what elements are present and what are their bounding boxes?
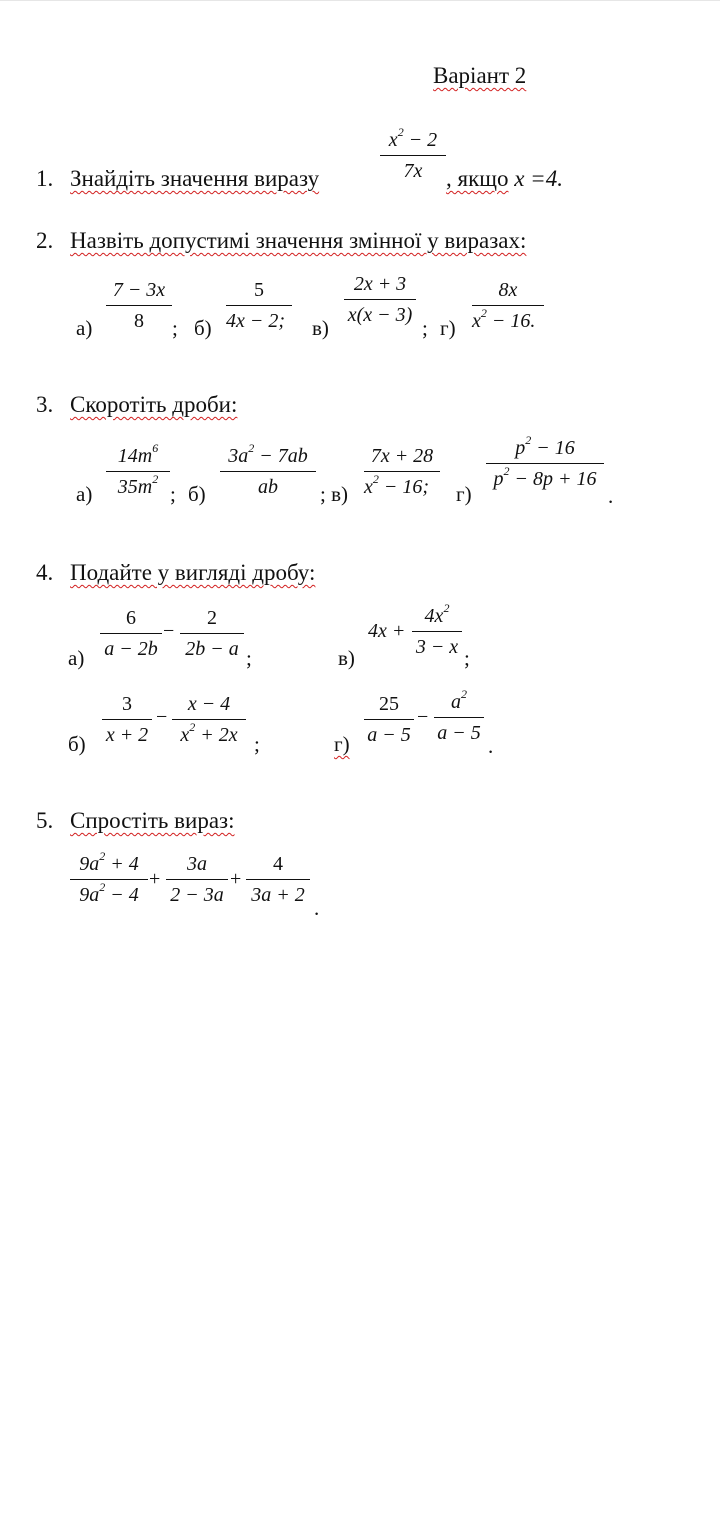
fraction: [106, 278, 172, 333]
task-prompt: [70, 228, 526, 254]
denominator: 2 − 3a: [170, 884, 224, 906]
fraction: [434, 687, 484, 745]
denominator: 4x − 2;: [226, 310, 286, 332]
numerator: 8x: [498, 279, 518, 301]
separator: ;: [170, 482, 176, 506]
separator: ;: [172, 316, 178, 340]
prompt-text: Скоротіть дроби:: [70, 392, 238, 417]
denominator: $x^2 - 16$;: [364, 472, 430, 498]
condition-word: , якщо: [446, 166, 509, 191]
task-number: 3.: [36, 392, 54, 417]
denominator: 7x: [403, 160, 423, 182]
prompt-text: Знайдіть значення виразу: [70, 166, 320, 191]
denominator: a − 2b: [104, 638, 158, 660]
fraction-bar: [434, 717, 484, 718]
denominator: $p^2 - 8p + 16$: [493, 464, 597, 490]
fraction-bar: [344, 299, 416, 300]
fraction-bar: [102, 719, 152, 720]
separator: ;: [464, 646, 470, 670]
numerator: $9a^2 + 4$: [79, 849, 139, 875]
fraction-bar: [180, 633, 244, 634]
title-text: Варіант 2: [433, 63, 527, 88]
item-label: а): [76, 316, 93, 340]
denominator: 3 − x: [415, 636, 459, 658]
item-label: а): [68, 646, 85, 670]
numerator: 3a: [187, 853, 207, 875]
fraction: [172, 692, 246, 747]
label-text: г): [334, 732, 350, 756]
fraction-bar: [226, 305, 292, 306]
top-border: [0, 0, 720, 1]
fraction: [106, 441, 170, 499]
denominator: a − 5: [367, 724, 411, 746]
operator: −: [417, 706, 429, 728]
fraction-bar: [70, 879, 148, 880]
numerator: $p^2 - 16$: [515, 433, 575, 459]
prompt-text: Подайте у вигляді дробу:: [70, 560, 316, 585]
denominator: $x^2 + 2x$: [180, 720, 238, 746]
fraction-bar: [106, 305, 172, 306]
fraction: [364, 692, 414, 747]
fraction-bar: [412, 631, 462, 632]
fraction: [70, 849, 148, 907]
numerator: $14m^6$: [117, 441, 159, 467]
numerator: 4: [273, 853, 283, 875]
denominator: 8: [134, 310, 144, 332]
denominator: 2b − a: [185, 638, 239, 660]
separator: .: [488, 734, 494, 758]
fraction: [180, 606, 244, 661]
fraction-bar: [106, 471, 170, 472]
operator: −: [163, 620, 175, 642]
fraction: [226, 278, 302, 333]
task-condition: [446, 166, 563, 192]
numerator: 6: [126, 607, 136, 629]
fraction: [102, 692, 152, 747]
separator: ;: [422, 316, 428, 340]
fraction: [344, 272, 416, 327]
item-label: б): [188, 482, 206, 506]
numerator: 7 − 3x: [112, 279, 166, 301]
item-label: в): [338, 646, 355, 670]
fraction: [412, 601, 462, 659]
denominator: x(x − 3): [347, 304, 413, 326]
fraction: [220, 441, 316, 499]
numerator: 25: [379, 693, 399, 715]
separator: ; в): [320, 482, 348, 506]
fraction-bar: [166, 879, 228, 880]
task-number: 2.: [36, 228, 54, 253]
operator: −: [156, 706, 168, 728]
task-prompt: [70, 560, 315, 586]
denominator: 3a + 2: [251, 884, 305, 906]
fraction: [380, 125, 446, 183]
numerator: 3: [122, 693, 132, 715]
lead-term: 4x +: [368, 620, 406, 642]
numerator: 7x + 28: [370, 445, 434, 467]
item-label: б): [68, 732, 86, 756]
numerator: 2x + 3: [353, 273, 407, 295]
fraction-bar: [246, 879, 310, 880]
prompt-text: Назвіть допустимі значення змінної у виразах:: [70, 228, 527, 253]
operator: +: [149, 868, 161, 890]
numerator: x − 4: [187, 693, 231, 715]
task-number: 1.: [36, 166, 54, 191]
fraction: [364, 444, 446, 499]
item-label: г): [456, 482, 472, 506]
task-number: 5.: [36, 808, 54, 833]
item-label: [334, 732, 350, 757]
separator: .: [314, 896, 320, 920]
denominator: $9a^2 - 4$: [79, 880, 139, 906]
operator: +: [230, 868, 242, 890]
item-label: в): [312, 316, 329, 340]
denominator: $x^2 - 16$.: [472, 306, 536, 332]
item-label: г): [440, 316, 456, 340]
numerator: 2: [207, 607, 217, 629]
separator: .: [608, 484, 614, 508]
fraction: [486, 433, 604, 491]
fraction: [472, 278, 552, 333]
numerator: 5: [254, 279, 264, 301]
fraction: [166, 852, 228, 907]
page-title: [433, 63, 526, 89]
denominator: $35m^2$: [117, 472, 159, 498]
fraction-bar: [172, 719, 246, 720]
fraction: [100, 606, 162, 661]
separator: ;: [246, 646, 252, 670]
fraction: [246, 852, 310, 907]
fraction-bar: [380, 155, 446, 156]
denominator: x + 2: [105, 724, 149, 746]
separator: ;: [254, 732, 260, 756]
task-prompt: [70, 808, 235, 834]
denominator: ab: [258, 476, 278, 498]
fraction-bar: [220, 471, 316, 472]
item-label: а): [76, 482, 93, 506]
numerator: $x^2 - 2$: [388, 125, 438, 151]
fraction-bar: [364, 719, 414, 720]
task-number: 4.: [36, 560, 54, 585]
fraction-bar: [100, 633, 162, 634]
item-label: б): [194, 316, 212, 340]
numerator: $3a^2 - 7ab$: [228, 441, 308, 467]
condition-value: x =4.: [514, 166, 563, 191]
numerator: $a^2$: [451, 687, 467, 713]
task-prompt: [70, 392, 237, 418]
task-prompt: [70, 166, 319, 192]
denominator: a − 5: [437, 722, 481, 744]
numerator: $4x^2$: [424, 601, 450, 627]
prompt-text: Спростіть вираз:: [70, 808, 235, 833]
